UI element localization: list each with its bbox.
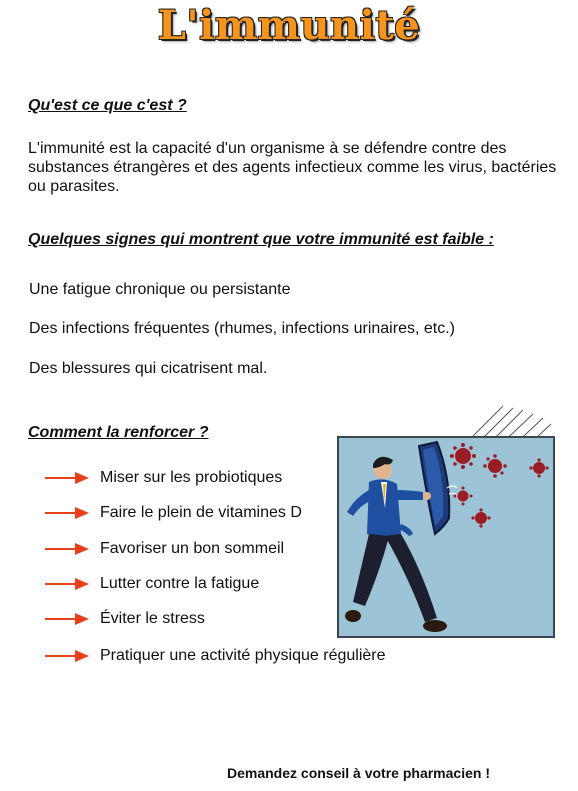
section-heading-tips: Comment la renforcer ? <box>28 424 209 441</box>
right-arrow-icon <box>45 577 89 591</box>
illustration-frame <box>337 436 555 638</box>
page-title: L'immunité <box>157 2 421 49</box>
right-arrow-icon <box>45 471 89 485</box>
virus-icon <box>450 443 476 469</box>
virus-icon <box>529 458 548 477</box>
tip-label: Lutter contre la fatigue <box>100 575 260 592</box>
section-heading-signs: Quelques signes qui montrent que votre immunité est faible : <box>28 231 494 248</box>
footer-note: Demandez conseil à votre pharmacien ! <box>227 765 490 781</box>
leg-left <box>353 534 389 606</box>
virus-icon <box>483 454 507 478</box>
right-arrow-icon <box>45 649 89 663</box>
tip-label: Pratiquer une activité physique régulière <box>100 647 386 664</box>
tip-label: Favoriser un bon sommeil <box>100 540 285 557</box>
right-arrow-icon <box>45 542 89 556</box>
leg-right <box>385 534 437 622</box>
right-arrow-icon <box>45 506 89 520</box>
sign-item: Des blessures qui cicatrisent mal. <box>29 360 268 377</box>
businessman-shield-illustration <box>339 438 553 636</box>
virus-icon <box>471 508 490 527</box>
virus-icon <box>454 487 473 506</box>
tip-label: Miser sur les probiotiques <box>100 469 283 486</box>
right-arrow-icon <box>45 612 89 626</box>
section-heading-definition: Qu'est ce que c'est ? <box>28 97 187 114</box>
sign-item: Des infections fréquentes (rhumes, infections urinaires, etc.) <box>29 320 455 337</box>
tip-label: Faire le plein de vitamines D <box>100 504 302 521</box>
tip-label: Éviter le stress <box>100 610 205 627</box>
sign-item: Une fatigue chronique ou persistante <box>29 281 291 298</box>
definition-paragraph: L'immunité est la capacité d'un organisme à se défendre contre des substances étrangères et des agents infectieux comme les virus, bactéries ou parasites. <box>28 140 557 195</box>
